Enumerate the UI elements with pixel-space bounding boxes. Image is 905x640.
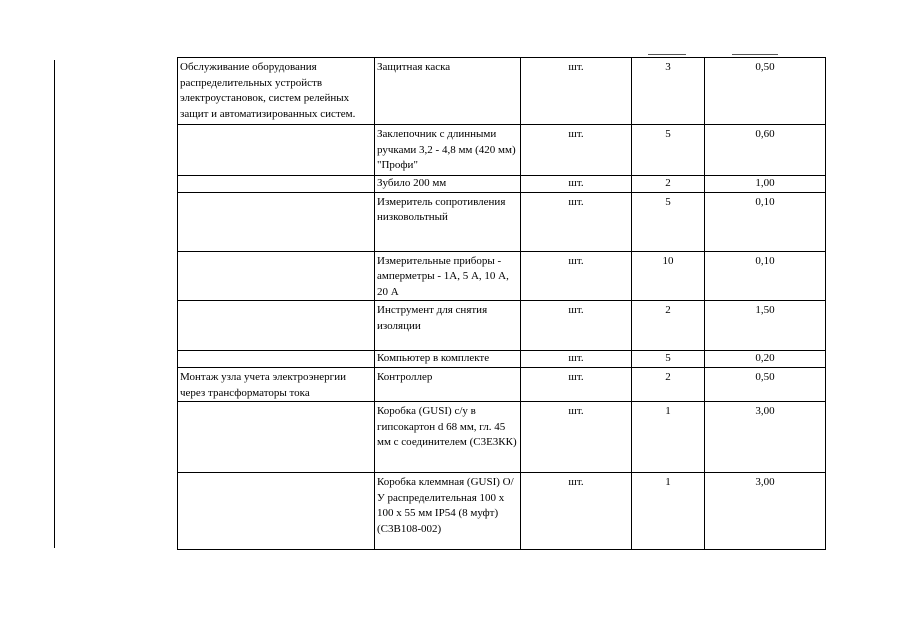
- norm-cell: 3,00: [705, 402, 826, 473]
- item-name-cell: Заклепочник с длинными ручками 3,2 - 4,8 мм (420 мм) "Профи": [375, 125, 521, 176]
- unit-cell: шт.: [521, 192, 632, 251]
- quantity-cell: 5: [632, 125, 705, 176]
- unit-cell: шт.: [521, 176, 632, 193]
- norm-cell: 0,10: [705, 192, 826, 251]
- item-name-cell: Защитная каска: [375, 58, 521, 125]
- item-name-cell: Коробка клеммная (GUSI) О/У распределительная 100 х 100 х 55 мм IP54 (8 муфт) (С3В108-002): [375, 473, 521, 550]
- norm-cell: 0,20: [705, 351, 826, 368]
- unit-cell: шт.: [521, 473, 632, 550]
- norm-cell: 3,00: [705, 473, 826, 550]
- norm-cell: 0,60: [705, 125, 826, 176]
- quantity-cell: 5: [632, 351, 705, 368]
- item-name-cell: Зубило 200 мм: [375, 176, 521, 193]
- table-row: [178, 251, 826, 301]
- table-row: [178, 58, 826, 125]
- table-row: [178, 402, 826, 473]
- work-type-cell: [178, 351, 375, 368]
- norm-cell: 1,00: [705, 176, 826, 193]
- quantity-cell: 1: [632, 473, 705, 550]
- work-type-cell: [178, 402, 375, 473]
- equipment-norms-table: [177, 57, 826, 550]
- unit-cell: шт.: [521, 58, 632, 125]
- norm-cell: 1,50: [705, 301, 826, 351]
- quantity-cell: 3: [632, 58, 705, 125]
- unit-cell: шт.: [521, 301, 632, 351]
- quantity-cell: 10: [632, 251, 705, 301]
- item-name-cell: Измеритель сопротивления низковольтный: [375, 192, 521, 251]
- table-row: [178, 351, 826, 368]
- work-type-cell: [178, 251, 375, 301]
- table-row: [178, 473, 826, 550]
- unit-cell: шт.: [521, 368, 632, 402]
- quantity-cell: 5: [632, 192, 705, 251]
- norm-cell: 0,50: [705, 58, 826, 125]
- norm-cell: 0,50: [705, 368, 826, 402]
- table-row: [178, 368, 826, 402]
- quantity-cell: 1: [632, 402, 705, 473]
- unit-cell: шт.: [521, 251, 632, 301]
- work-type-cell: [178, 125, 375, 176]
- work-type-cell: [178, 301, 375, 351]
- norm-cell: 0,10: [705, 251, 826, 301]
- item-name-cell: Коробка (GUSI) с/у в гипсокартон d 68 мм, гл. 45 мм с соединителем (С3Е3КК): [375, 402, 521, 473]
- scan-artifact-marks: [648, 54, 778, 56]
- table-row: [178, 125, 826, 176]
- quantity-cell: 2: [632, 176, 705, 193]
- unit-cell: шт.: [521, 402, 632, 473]
- work-type-cell: [178, 192, 375, 251]
- work-type-cell: Монтаж узла учета электроэнергии через трансформаторы тока: [178, 368, 375, 402]
- unit-cell: шт.: [521, 351, 632, 368]
- quantity-cell: 2: [632, 301, 705, 351]
- item-name-cell: Компьютер в комплекте: [375, 351, 521, 368]
- table-row: [178, 301, 826, 351]
- table-row: [178, 192, 826, 251]
- item-name-cell: Инструмент для снятия изоляции: [375, 301, 521, 351]
- item-name-cell: Контроллер: [375, 368, 521, 402]
- work-type-cell: [178, 176, 375, 193]
- quantity-cell: 2: [632, 368, 705, 402]
- unit-cell: шт.: [521, 125, 632, 176]
- work-type-cell: Обслуживание оборудования распределительных устройств электроустановок, систем релейных защит и автоматизированных систем.: [178, 58, 375, 125]
- table-row: [178, 176, 826, 193]
- item-name-cell: Измерительные приборы - амперметры - 1А, 5 А, 10 А, 20 А: [375, 251, 521, 301]
- left-margin-rule: [54, 60, 55, 548]
- work-type-cell: [178, 473, 375, 550]
